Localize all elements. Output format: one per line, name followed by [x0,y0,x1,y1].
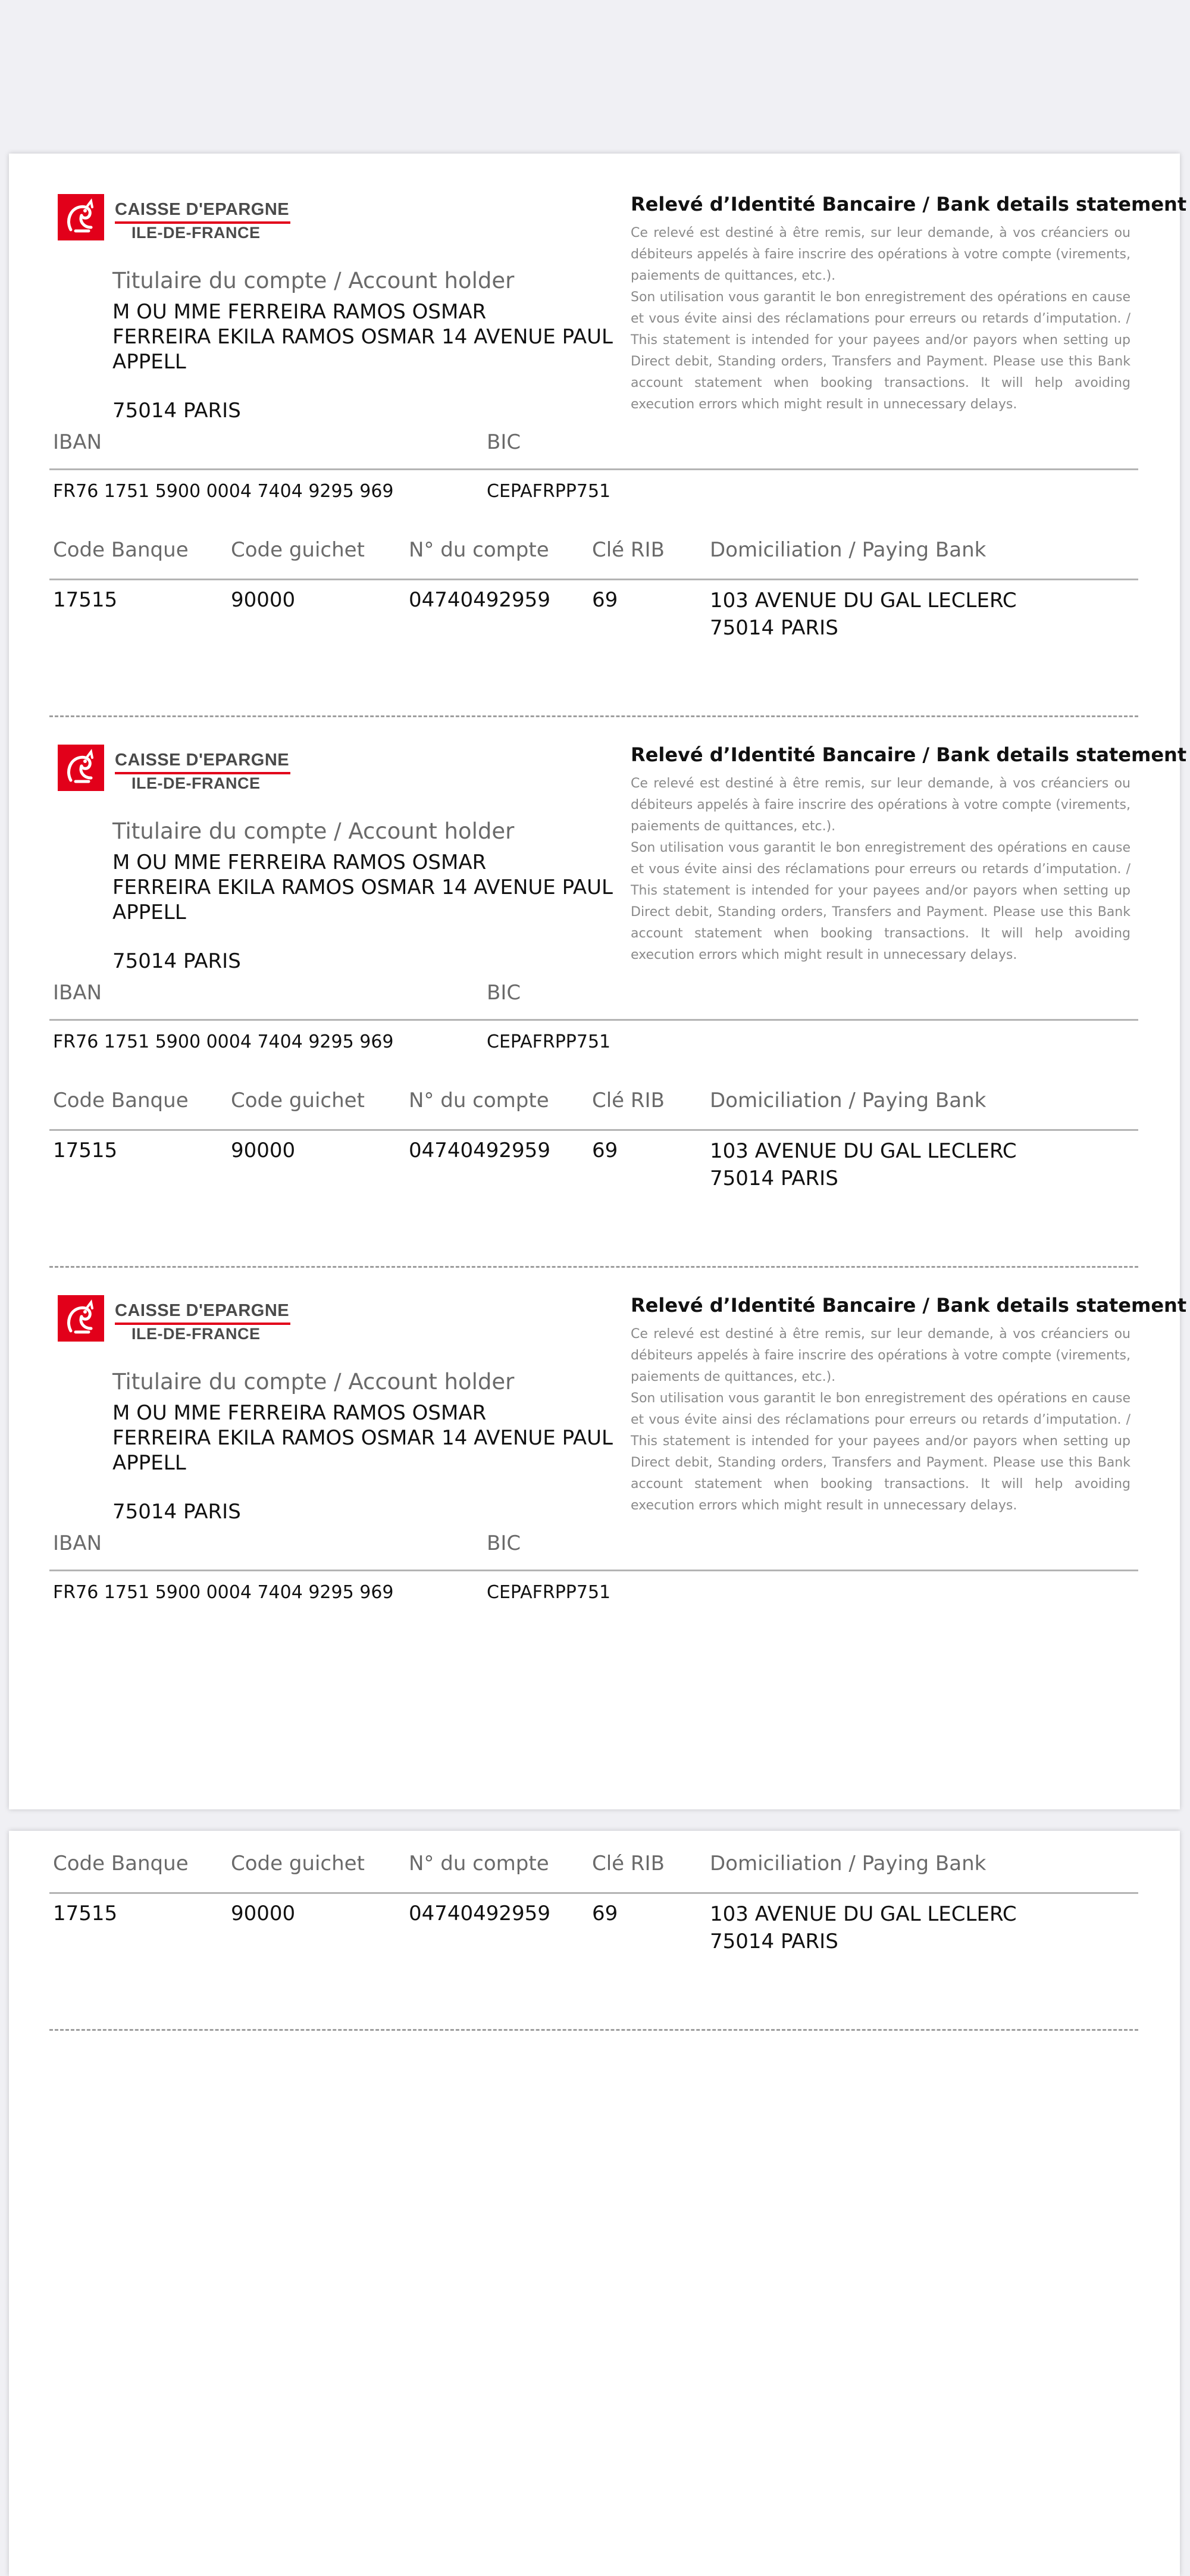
branch-code-label: Code guichet [231,1089,365,1112]
bank-code-label: Code Banque [53,1852,189,1875]
statement-desc-en: Son utilisation vous garantit le bon enregistrement des opérations en cause et vous évite ainsi des réclamations pour erreurs ou retards d’imputation. / This statement is intended for your payees and/or payors when setting up Direct debit, Standing orders, Transfers and Payment. Please use this Bank account statement when booking transactions. It will help avoiding execution errors which might result in unnecessary delays. [631,290,1130,412]
paying-bank-value [710,1137,1017,1192]
holder-line-1: M OU MME FERREIRA RAMOS OSMAR [112,300,487,324]
iban-label: IBAN [53,430,102,454]
paying-bank-value [710,1900,1017,1955]
account-holder-name [112,299,624,374]
iban-label: IBAN [53,1531,102,1555]
holder-line-2: FERREIRA EKILA RAMOS OSMAR 14 AVENUE PAUL [112,325,613,349]
iban-divider [49,468,1138,470]
bank-code-label: Code Banque [53,538,189,562]
bank-logo [58,1295,308,1346]
rib-key-value: 69 [592,588,618,612]
account-number-value: 04740492959 [409,588,550,612]
paying-bank-city: 75014 PARIS [710,1167,838,1190]
account-holder-label: Titulaire du compte / Account holder [112,268,515,293]
iban-value: FR76 1751 5900 0004 7404 9295 969 [53,481,394,502]
account-number-label: N° du compte [409,1089,549,1112]
rib-block-1 [9,154,1187,704]
holder-line-2: FERREIRA EKILA RAMOS OSMAR 14 AVENUE PAUL [112,876,613,899]
iban-value: FR76 1751 5900 0004 7404 9295 969 [53,1031,394,1052]
branch-code-value: 90000 [231,1139,296,1162]
paying-bank-address: 103 AVENUE DU GAL LECLERC [710,1139,1017,1163]
bank-region: ILE-DE-FRANCE [131,774,261,792]
account-holder-label: Titulaire du compte / Account holder [112,818,515,844]
statement-description [631,223,1130,415]
statement-desc-fr: Ce relevé est destiné à être remis, sur leur demande, à vos créanciers ou débiteurs appelés à faire inscrire des opérations à votre compte (virements, paiements de quittances, etc.). [631,226,1130,283]
bic-label: BIC [487,1531,521,1555]
bic-value: CEPAFRPP751 [487,481,611,502]
account-holder-city: 75014 PARIS [112,1500,241,1524]
bank-logo [58,745,308,796]
iban-divider [49,1019,1138,1021]
rib-block-3-continued [9,1467,1180,2018]
branch-code-value: 90000 [231,588,296,612]
holder-line-3: APPELL [112,350,186,374]
account-holder-name [112,1400,624,1475]
paying-bank-label: Domiciliation / Paying Bank [710,1089,987,1112]
codes-divider [49,1892,1138,1894]
account-number-value: 04740492959 [409,1902,550,1925]
rib-key-label: Clé RIB [592,1089,665,1112]
cut-line [49,2029,1138,2031]
holder-line-3: APPELL [112,901,186,924]
statement-title: Relevé d’Identité Bancaire / Bank details statement [631,193,1187,215]
account-number-label: N° du compte [409,1852,549,1875]
bic-value: CEPAFRPP751 [487,1582,611,1603]
pdf-page-2 [9,1831,1180,2576]
statement-title: Relevé d’Identité Bancaire / Bank details statement [631,743,1187,766]
bank-name: CAISSE D'EPARGNE [115,1301,290,1320]
bank-code-value: 17515 [53,1902,118,1925]
paying-bank-value [710,587,1017,642]
statement-description [631,773,1130,966]
paying-bank-city: 75014 PARIS [710,1930,838,1953]
account-holder-label: Titulaire du compte / Account holder [112,1369,515,1395]
statement-desc-fr: Ce relevé est destiné à être remis, sur leur demande, à vos créanciers ou débiteurs appelés à faire inscrire des opérations à votre compte (virements, paiements de quittances, etc.). [631,776,1130,834]
paying-bank-address: 103 AVENUE DU GAL LECLERC [710,589,1017,612]
account-holder-city: 75014 PARIS [112,399,241,423]
iban-value: FR76 1751 5900 0004 7404 9295 969 [53,1582,394,1603]
rib-key-value: 69 [592,1139,618,1162]
bank-logo [58,194,308,245]
paying-bank-label: Domiciliation / Paying Bank [710,538,987,562]
account-holder-city: 75014 PARIS [112,949,241,973]
rib-key-label: Clé RIB [592,538,665,562]
codes-divider [49,1129,1138,1131]
statement-desc-en: Son utilisation vous garantit le bon enregistrement des opérations en cause et vous évite ainsi des réclamations pour erreurs ou retards d’imputation. / This statement is intended for your payees and/or payors when setting up Direct debit, Standing orders, Transfers and Payment. Please use this Bank account statement when booking transactions. It will help avoiding execution errors which might result in unnecessary delays. [631,840,1130,962]
bank-name: CAISSE D'EPARGNE [115,751,290,770]
statement-desc-en: Son utilisation vous garantit le bon enregistrement des opérations en cause et vous évite ainsi des réclamations pour erreurs ou retards d’imputation. / This statement is intended for your payees and/or payors when setting up Direct debit, Standing orders, Transfers and Payment. Please use this Bank account statement when booking transactions. It will help avoiding execution errors which might result in unnecessary delays. [631,1391,1130,1513]
holder-line-1: M OU MME FERREIRA RAMOS OSMAR [112,1401,487,1425]
paying-bank-city: 75014 PARIS [710,616,838,640]
bank-name: CAISSE D'EPARGNE [115,200,290,219]
bic-value: CEPAFRPP751 [487,1031,611,1052]
holder-line-2: FERREIRA EKILA RAMOS OSMAR 14 AVENUE PAUL [112,1426,613,1450]
paying-bank-label: Domiciliation / Paying Bank [710,1852,987,1875]
holder-line-1: M OU MME FERREIRA RAMOS OSMAR [112,851,487,874]
branch-code-label: Code guichet [231,1852,365,1875]
squirrel-logo-icon [58,745,104,791]
bank-code-value: 17515 [53,588,118,612]
squirrel-logo-icon [58,1295,104,1342]
bank-region: ILE-DE-FRANCE [131,1325,261,1343]
bic-label: BIC [487,981,521,1005]
account-holder-name [112,850,624,925]
paying-bank-address: 103 AVENUE DU GAL LECLERC [710,1902,1017,1926]
iban-label: IBAN [53,981,102,1005]
squirrel-logo-icon [58,194,104,240]
rib-key-value: 69 [592,1902,618,1925]
bank-code-label: Code Banque [53,1089,189,1112]
holder-line-3: APPELL [112,1451,186,1475]
rib-block-2 [9,704,1187,1255]
statement-title: Relevé d’Identité Bancaire / Bank details statement [631,1294,1187,1317]
branch-code-label: Code guichet [231,538,365,562]
account-number-value: 04740492959 [409,1139,550,1162]
codes-divider [49,579,1138,580]
bank-code-value: 17515 [53,1139,118,1162]
bank-region: ILE-DE-FRANCE [131,224,261,242]
branch-code-value: 90000 [231,1902,296,1925]
statement-desc-fr: Ce relevé est destiné à être remis, sur leur demande, à vos créanciers ou débiteurs appelés à faire inscrire des opérations à votre compte (virements, paiements de quittances, etc.). [631,1327,1130,1384]
rib-key-label: Clé RIB [592,1852,665,1875]
bic-label: BIC [487,430,521,454]
account-number-label: N° du compte [409,538,549,562]
